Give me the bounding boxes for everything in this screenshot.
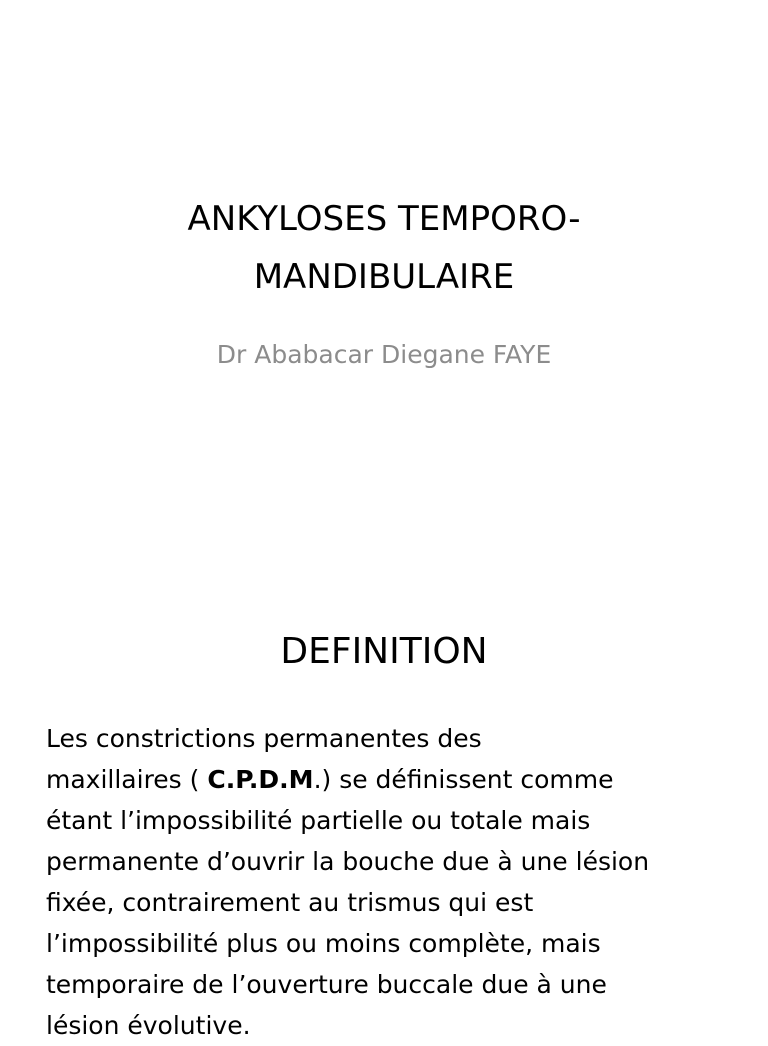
paragraph-line-3: étant l’impossibilité partielle ou totale mais	[46, 806, 591, 835]
title-line-1: ANKYLOSES TEMPORO-	[187, 199, 581, 239]
paragraph-line-7: temporaire de l’ouverture buccale due à une	[46, 970, 607, 999]
author-subtitle: Dr Ababacar Diegane FAYE	[216, 340, 552, 369]
paragraph-line-2-pre: maxillaires (	[46, 765, 208, 794]
title-block	[0, 190, 768, 306]
title-line-2: MANDIBULAIRE	[253, 257, 515, 297]
paragraph-line-6: l’impossibilité plus ou moins complète, mais	[46, 929, 601, 958]
section-heading: DEFINITION	[280, 631, 488, 672]
definition-paragraph	[46, 718, 746, 1046]
paragraph-line-2	[46, 759, 746, 800]
paragraph-line-2-post: .) se définissent comme	[313, 765, 614, 794]
paragraph-line-8: lésion évolutive.	[46, 1011, 251, 1040]
slide-definition	[0, 576, 768, 1040]
paragraph-line-4: permanente d’ouvrir la bouche due à une lésion	[46, 847, 650, 876]
paragraph-line-1: Les constrictions permanentes des	[46, 724, 482, 753]
acronym-bold: C.P.D.M	[207, 765, 314, 794]
paragraph-line-5: fixée, contrairement au trismus qui est	[46, 888, 534, 917]
page-title	[0, 190, 768, 306]
